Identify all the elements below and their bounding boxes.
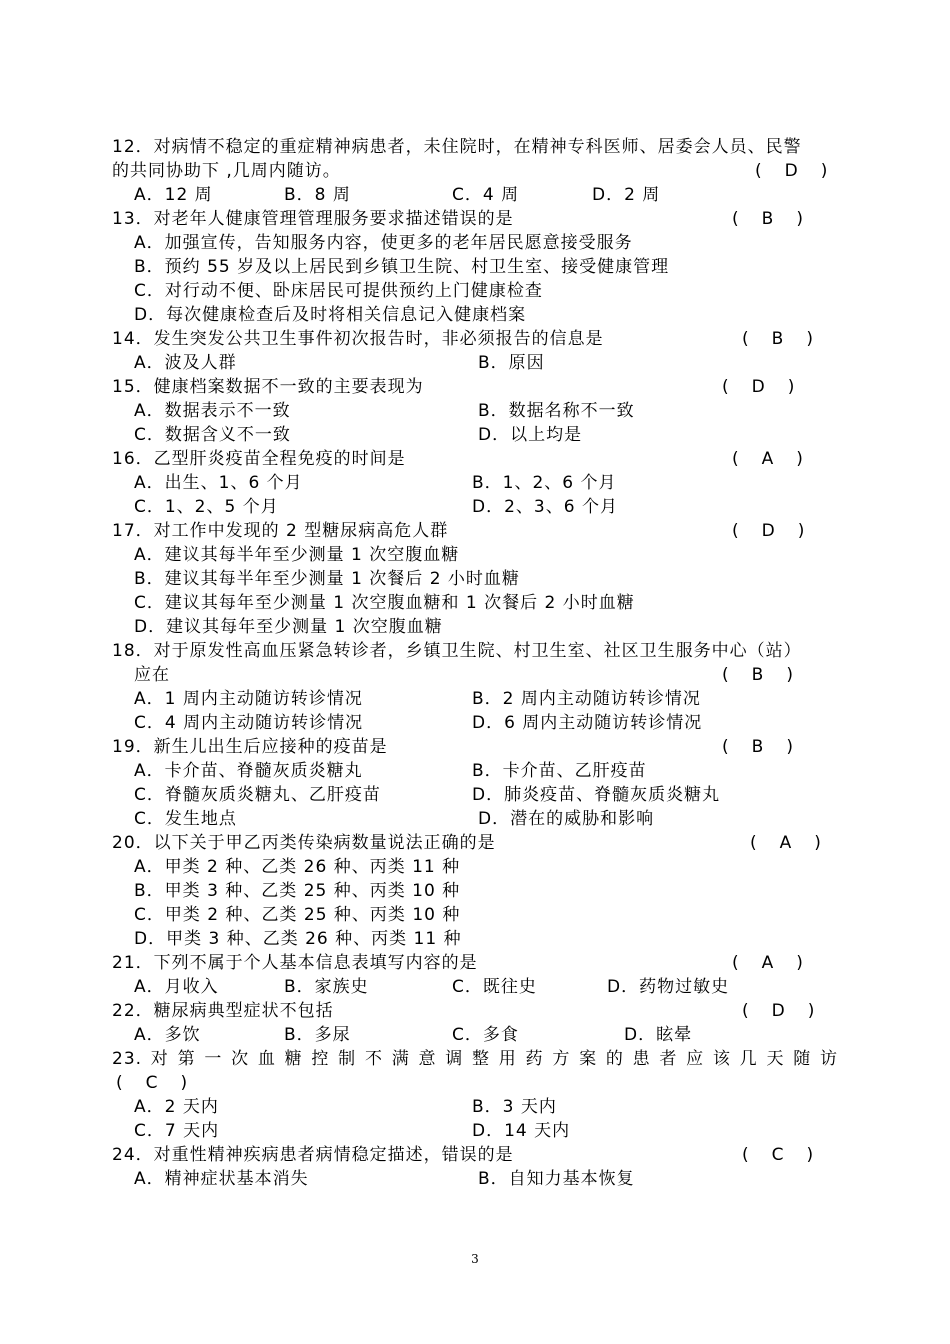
option: C．数据含义不一致 [134,425,291,445]
option: C．甲类 2 种、乙类 25 种、丙类 10 种 [134,905,461,925]
option: B．多尿 [284,1025,351,1045]
question-21 [112,951,838,975]
option-row [112,423,838,447]
option-row [112,1095,838,1119]
option-row [112,783,838,807]
option-row [112,879,838,903]
option: C．发生地点 [134,809,237,829]
answer-letter: D [761,521,776,541]
option-row [112,711,838,735]
option-row [112,807,838,831]
option-row [112,615,838,639]
question-22 [112,999,838,1023]
option: A．出生、1、6 个月 [134,473,303,493]
answer-letter: D [751,377,766,397]
question-12-stem-cont: 的共同协助下 ,几周内随访。 [112,161,341,181]
answer-17: ( D ) [732,521,806,541]
option-row [112,567,838,591]
question-24-stem: 24．对重性精神疾病患者病情稳定描述，错误的是 [112,1145,514,1165]
answer-15: ( D ) [722,377,796,397]
question-15-stem: 15．健康档案数据不一致的主要表现为 [112,377,424,397]
option: B．自知力基本恢复 [478,1169,635,1189]
question-14-stem: 14．发生突发公共卫生事件初次报告时，非必须报告的信息是 [112,329,604,349]
document-page [112,135,838,1191]
option: C．建议其每年至少测量 1 次空腹血糖和 1 次餐后 2 小时血糖 [134,593,635,613]
option: D．建议其每年至少测量 1 次空腹血糖 [134,617,443,637]
option-row [112,903,838,927]
answer-13: ( B ) [732,209,804,229]
question-20 [112,831,838,855]
question-18-line1 [112,639,838,663]
answer-12: ( D ) [755,161,829,181]
question-19 [112,735,838,759]
option: C．既往史 [452,977,537,997]
option: B．卡介苗、乙肝疫苗 [472,761,647,781]
option: C．4 周 [452,185,520,205]
option: A．2 天内 [134,1097,219,1117]
answer-letter: A [761,953,775,973]
answer-19: ( B ) [722,737,794,757]
option: C．对行动不便、卧床居民可提供预约上门健康检查 [134,281,543,301]
option: D．药物过敏史 [607,977,730,997]
option: B．3 天内 [472,1097,557,1117]
answer-letter: B [751,665,765,685]
answer-letter: A [779,833,793,853]
answer-letter: B [751,737,765,757]
option-row [112,855,838,879]
option: D．14 天内 [472,1121,571,1141]
option: A．精神症状基本消失 [134,1169,309,1189]
answer-22: ( D ) [742,1001,816,1021]
option-row [112,255,838,279]
option: B．原因 [478,353,545,373]
question-18-line2 [112,663,838,687]
option: B．预约 55 岁及以上居民到乡镇卫生院、村卫生室、接受健康管理 [134,257,670,277]
option: A．加强宣传，告知服务内容，使更多的老年居民愿意接受服务 [134,233,633,253]
answer-24: ( C ) [742,1145,815,1165]
option: A．建议其每半年至少测量 1 次空腹血糖 [134,545,460,565]
question-15 [112,375,838,399]
option: D．甲类 3 种、乙类 26 种、丙类 11 种 [134,929,462,949]
question-17 [112,519,838,543]
question-20-stem: 20．以下关于甲乙丙类传染病数量说法正确的是 [112,833,496,853]
option: B．2 周内主动随访转诊情况 [472,689,701,709]
option: D．肺炎疫苗、脊髓灰质炎糖丸 [472,785,721,805]
option: A．多饮 [134,1025,201,1045]
question-22-stem: 22．糖尿病典型症状不包括 [112,1001,334,1021]
option: B．8 周 [284,185,351,205]
option: D．每次健康检查后及时将相关信息记入健康档案 [134,305,527,325]
answer-letter: C [145,1073,159,1093]
option: A．数据表示不一致 [134,401,291,421]
option: C．4 周内主动随访转诊情况 [134,713,364,733]
option: A．1 周内主动随访转诊情况 [134,689,363,709]
question-18-stem: 18．对于原发性高血压紧急转诊者，乡镇卫生院、村卫生室、社区卫生服务中心（站） [112,641,802,661]
question-12-line2 [112,159,838,183]
option: B．数据名称不一致 [478,401,635,421]
option-row [112,495,838,519]
option-row [112,351,838,375]
option-row [112,303,838,327]
option: A．12 周 [134,185,213,205]
answer-letter: D [784,161,799,181]
page-number: 3 [471,1252,479,1266]
option-row [112,975,838,999]
option: B．建议其每半年至少测量 1 次餐后 2 小时血糖 [134,569,520,589]
question-13-stem: 13．对老年人健康管理管理服务要求描述错误的是 [112,209,514,229]
question-21-stem: 21．下列不属于个人基本信息表填写内容的是 [112,953,478,973]
option: D．潜在的威胁和影响 [478,809,655,829]
option-row [112,1023,838,1047]
option: C．脊髓灰质炎糖丸、乙肝疫苗 [134,785,381,805]
answer-letter: D [771,1001,786,1021]
answer-18: ( B ) [722,665,794,685]
answer-16: ( A ) [732,449,804,469]
option-row [112,759,838,783]
question-12-options [112,183,838,207]
option-row [112,471,838,495]
question-23-line1 [112,1047,838,1071]
question-16-stem: 16．乙型肝炎疫苗全程免疫的时间是 [112,449,406,469]
option-row [112,591,838,615]
answer-23: ( C ) [116,1073,189,1093]
answer-14: ( B ) [742,329,814,349]
option-row [112,1119,838,1143]
question-17-stem: 17．对工作中发现的 2 型糖尿病高危人群 [112,521,449,541]
option: C．7 天内 [134,1121,220,1141]
question-24 [112,1143,838,1167]
option: C．多食 [452,1025,519,1045]
answer-21: ( A ) [732,953,804,973]
answer-letter: A [761,449,775,469]
question-12-stem: 12．对病情不稳定的重症精神病患者，未住院时，在精神专科医师、居委会人员、民警 [112,137,802,157]
option: C．1、2、5 个月 [134,497,279,517]
option: B．甲类 3 种、乙类 25 种、丙类 10 种 [134,881,461,901]
option: A．甲类 2 种、乙类 26 种、丙类 11 种 [134,857,461,877]
option-row [112,231,838,255]
question-19-stem: 19．新生儿出生后应接种的疫苗是 [112,737,388,757]
option-row [112,927,838,951]
option: B．1、2、6 个月 [472,473,617,493]
option: B．家族史 [284,977,369,997]
option-row [112,279,838,303]
answer-letter: B [761,209,775,229]
question-16 [112,447,838,471]
option: A．月收入 [134,977,219,997]
answer-letter: B [771,329,785,349]
option-row [112,543,838,567]
option: D．6 周内主动随访转诊情况 [472,713,703,733]
option: D．眩晕 [624,1025,693,1045]
question-23-line2 [112,1071,838,1095]
question-18-stem-cont: 应在 [134,665,170,685]
answer-letter: C [771,1145,785,1165]
answer-20: ( A ) [750,833,822,853]
option: D．2、3、6 个月 [472,497,618,517]
option: A．波及人群 [134,353,237,373]
question-12-line1 [112,135,838,159]
option: D．以上均是 [478,425,583,445]
option-row [112,399,838,423]
question-14 [112,327,838,351]
question-23-stem: 23.对第一次血糖控制不满意调整用药方案的患者应该几天随访 [112,1049,838,1069]
question-13 [112,207,838,231]
option: A．卡介苗、脊髓灰质炎糖丸 [134,761,363,781]
option-row [112,1167,838,1191]
option: D．2 周 [592,185,661,205]
option-row [112,687,838,711]
